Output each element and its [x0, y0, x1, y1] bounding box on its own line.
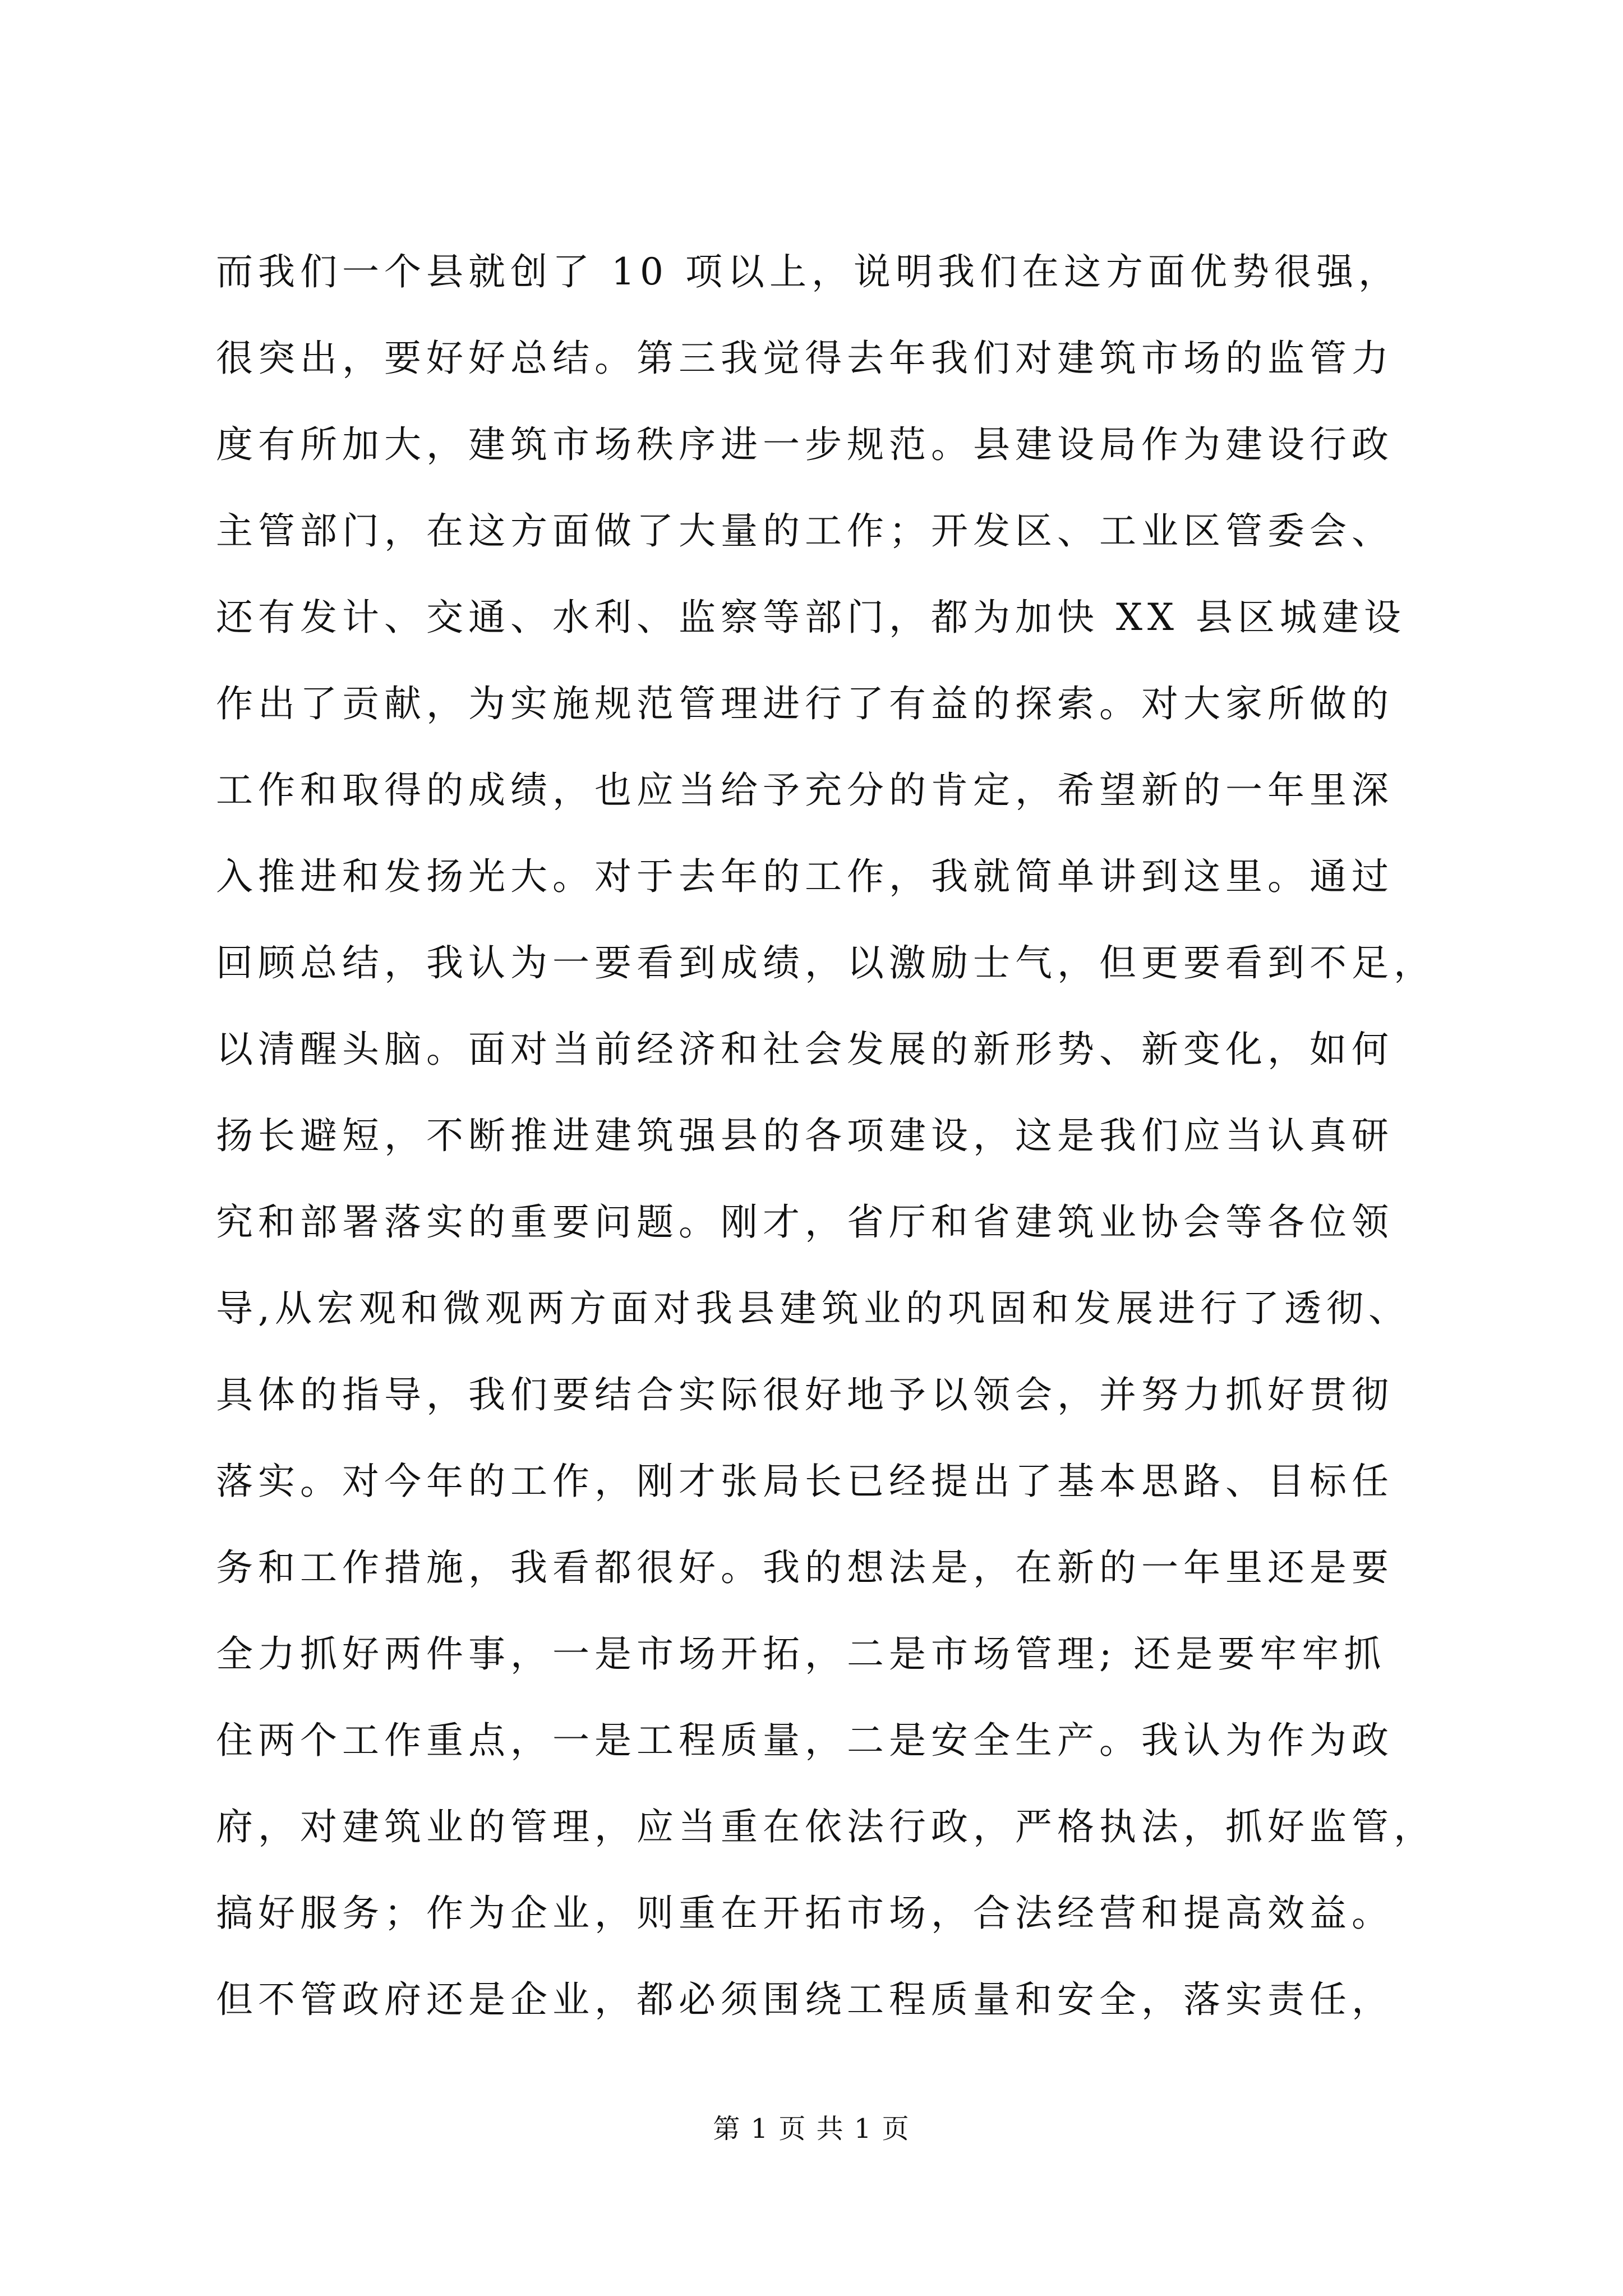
text-line: 作出了贡献，为实施规范管理进行了有益的探索。对大家所做的 — [216, 682, 1394, 725]
text-line: 入推进和发扬光大。对于去年的工作，我就简单讲到这里。通过 — [216, 855, 1394, 898]
text-line: 导,从宏观和微观两方面对我县建筑业的巩固和发展进行了透彻、 — [216, 1287, 1410, 1330]
text-line: 究和部署落实的重要问题。刚才，省厅和省建筑业协会等各位领 — [216, 1200, 1394, 1244]
text-line: 搞好服务；作为企业，则重在开拓市场，合法经营和提高效益。 — [216, 1892, 1394, 1935]
text-line: 但不管政府还是企业，都必须围绕工程质量和安全，落实责任， — [216, 1978, 1394, 2021]
text-line: 府，对建筑业的管理，应当重在依法行政，严格执法，抓好监管， — [216, 1805, 1436, 1848]
text-line: 度有所加大，建筑市场秩序进一步规范。县建设局作为建设行政 — [216, 423, 1394, 466]
text-line: 扬长避短，不断推进建筑强县的各项建设，这是我们应当认真研 — [216, 1114, 1394, 1157]
body-text — [216, 229, 1455, 2043]
text-line: 主管部门，在这方面做了大量的工作；开发区、工业区管委会、 — [216, 509, 1394, 553]
text-line: 很突出，要好好总结。第三我觉得去年我们对建筑市场的监管力 — [216, 337, 1394, 380]
text-line: 工作和取得的成绩，也应当给予充分的肯定，希望新的一年里深 — [216, 769, 1394, 812]
text-line: 全力抓好两件事，一是市场开拓，二是市场管理; 还是要牢牢抓 — [216, 1632, 1386, 1676]
text-line: 而我们一个县就创了 10 项以上，说明我们在这方面优势很强， — [216, 250, 1400, 293]
text-line: 务和工作措施，我看都很好。我的想法是，在新的一年里还是要 — [216, 1546, 1394, 1589]
text-line: 以清醒头脑。面对当前经济和社会发展的新形势、新变化，如何 — [216, 1028, 1394, 1071]
text-line: 落实。对今年的工作，刚才张局长已经提出了基本思路、目标任 — [216, 1460, 1394, 1503]
text-line: 还有发计、交通、水利、监察等部门，都为加快 XX 县区城建设 — [216, 596, 1406, 639]
text-line: 住两个工作重点，一是工程质量，二是安全生产。我认为作为政 — [216, 1719, 1394, 1762]
text-line: 回顾总结，我认为一要看到成绩，以激励士气，但更要看到不足， — [216, 941, 1436, 984]
text-line: 具体的指导，我们要结合实际很好地予以领会，并努力抓好贯彻 — [216, 1373, 1394, 1416]
page-footer: 第 1 页 共 1 页 — [713, 2113, 910, 2145]
